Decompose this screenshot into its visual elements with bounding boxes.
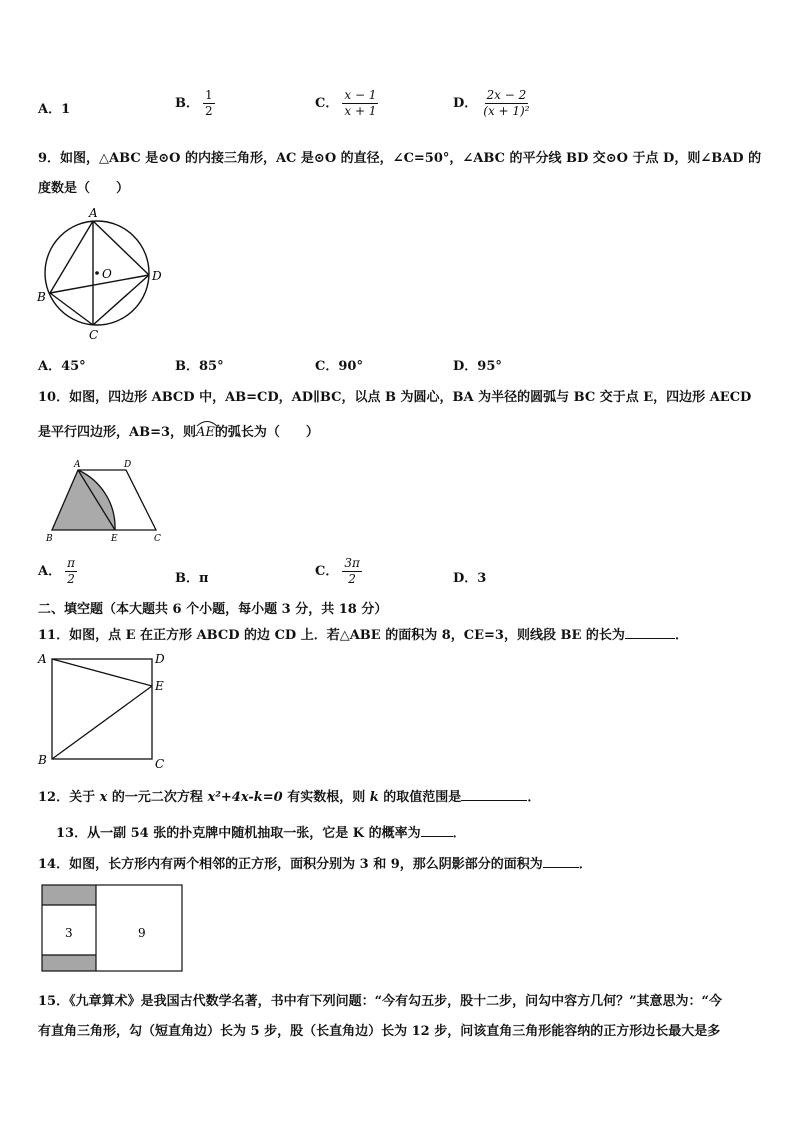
option-label: A．	[38, 102, 62, 117]
q10-option-a	[38, 556, 77, 587]
q9-option-b: B．85°	[175, 359, 224, 374]
label-e: E	[111, 534, 118, 544]
denominator: 2	[348, 572, 356, 586]
q10-option-d: D．3	[453, 571, 487, 586]
answer-blank	[543, 867, 579, 868]
text-part: 是平行四边形，AB=3，则	[38, 425, 197, 440]
fraction	[342, 556, 362, 587]
numerator: 2x − 2	[486, 88, 527, 102]
q15-text-line1: 15．《九章算术》是我国古代数学名著，书中有下列问题：“今有勾五步，股十二步，问勾中容方几何？”其意思为：“今	[38, 994, 723, 1009]
q14-text	[38, 853, 592, 872]
segment-cd	[93, 275, 149, 325]
q13-text	[56, 822, 466, 841]
fraction	[481, 88, 531, 119]
label-b: B	[38, 753, 47, 767]
label-b: B	[37, 290, 46, 304]
answer-blank	[461, 800, 527, 801]
q10-option-b: B．π	[175, 571, 209, 586]
arc-label: AE	[196, 425, 215, 440]
q11-text	[38, 624, 688, 643]
denominator: 2	[67, 572, 75, 586]
question-text: 11．如图，点 E 在正方形 ABCD 的边 CD 上．若△ABE 的面积为 8，CE=3，则线段 BE 的长为	[38, 628, 625, 643]
segment-be	[52, 686, 152, 759]
label-c: C	[154, 534, 161, 544]
label-c: C	[89, 328, 99, 342]
q9-text-line2: 度数是（ ）	[38, 181, 130, 196]
square-abcd	[52, 659, 152, 759]
q9-text-line1: 9．如图，△ABC 是⊙O 的内接三角形，AC 是⊙O 的直径，∠C=50°，∠ABC 的平分线 BD 交⊙O 于点 D，则∠BAD 的	[38, 151, 762, 166]
numerator: 3π	[344, 556, 360, 570]
denominator: x + 1	[344, 104, 377, 118]
fraction	[203, 88, 215, 119]
label-o: O	[102, 267, 112, 281]
q10-option-c	[315, 556, 362, 587]
label-c: C	[155, 757, 165, 771]
variable-x: x	[99, 790, 108, 805]
text-part: 的取值范围是	[378, 790, 462, 805]
section-heading: 二、填空题（本大题共 6 个小题，每小题 3 分，共 18 分）	[38, 602, 388, 617]
punctuation: ．	[674, 628, 688, 643]
punctuation: ．	[578, 857, 592, 872]
label-a: A	[74, 460, 81, 470]
q8-option-d	[453, 88, 532, 119]
option-label: A．	[38, 564, 62, 579]
center-point	[95, 271, 99, 275]
label-d: D	[155, 652, 165, 666]
segment-bc	[50, 293, 93, 325]
label-d: D	[124, 460, 132, 470]
q10-text-line1: 10．如图，四边形 ABCD 中，AB=CD，AD∥BC，以点 B 为圆心，BA 为半径的圆弧与 BC 交于点 E，四边形 AECD	[38, 390, 752, 405]
variable-k: k	[369, 790, 379, 805]
answer-blank	[625, 638, 675, 639]
answer-blank	[421, 836, 453, 837]
fraction	[342, 88, 378, 119]
text-part: 12．关于	[38, 790, 100, 805]
q9-circle-figure	[35, 205, 170, 345]
arc-symbol-icon	[196, 419, 218, 427]
q9-option-d: D．95°	[453, 359, 502, 374]
segment-ae	[52, 659, 152, 686]
label-e: E	[155, 679, 164, 693]
option-label: C．	[315, 564, 339, 579]
option-value: 1	[61, 102, 71, 117]
q8-option-c	[315, 88, 378, 119]
label-a: A	[38, 652, 47, 666]
segment-bd	[50, 275, 149, 293]
shaded-bottom	[42, 955, 96, 971]
q11-square-figure	[35, 650, 175, 772]
q14-rectangle-figure	[38, 880, 186, 976]
q9-option-a: A．45°	[38, 359, 86, 374]
q8-option-b	[175, 88, 215, 119]
q9-option-c: C．90°	[315, 359, 363, 374]
text-part: 有实数根，则	[282, 790, 370, 805]
equation: x²+4x-k=0	[207, 790, 283, 805]
shaded-top	[42, 885, 96, 905]
text-part: 的一元二次方程	[107, 790, 208, 805]
segment-ab	[50, 221, 93, 293]
numerator: π	[67, 556, 75, 570]
q10-trapezoid-figure	[38, 455, 168, 545]
question-text: 14．如图，长方形内有两个相邻的正方形，面积分别为 3 和 9，那么阴影部分的面积为	[38, 857, 543, 872]
q10-text-line2	[38, 421, 319, 440]
punctuation: ．	[527, 790, 541, 805]
q12-text	[38, 786, 540, 805]
arc-notation	[196, 421, 215, 440]
denominator: (x + 1)²	[483, 104, 530, 118]
fraction	[65, 556, 77, 587]
label-d: D	[152, 269, 162, 283]
label-9: 9	[138, 926, 146, 940]
numerator: x − 1	[344, 88, 377, 102]
text-part: 的弧长为（ ）	[214, 425, 319, 440]
numerator: 1	[205, 88, 213, 102]
label-3: 3	[65, 926, 73, 940]
option-label: C．	[315, 96, 339, 111]
denominator: 2	[205, 104, 213, 118]
label-b: B	[46, 534, 53, 544]
q8-option-a	[38, 98, 70, 117]
punctuation: ．	[452, 826, 466, 841]
q15-text-line2: 有直角三角形，勾（短直角边）长为 5 步，股（长直角边）长为 12 步，问该直角三角形能容纳的正方形边长最大是多	[38, 1024, 721, 1039]
option-label: B．	[175, 96, 199, 111]
option-label: D．	[453, 96, 478, 111]
label-a: A	[89, 206, 98, 220]
question-text: 13．从一副 54 张的扑克牌中随机抽取一张，它是 K 的概率为	[56, 826, 421, 841]
